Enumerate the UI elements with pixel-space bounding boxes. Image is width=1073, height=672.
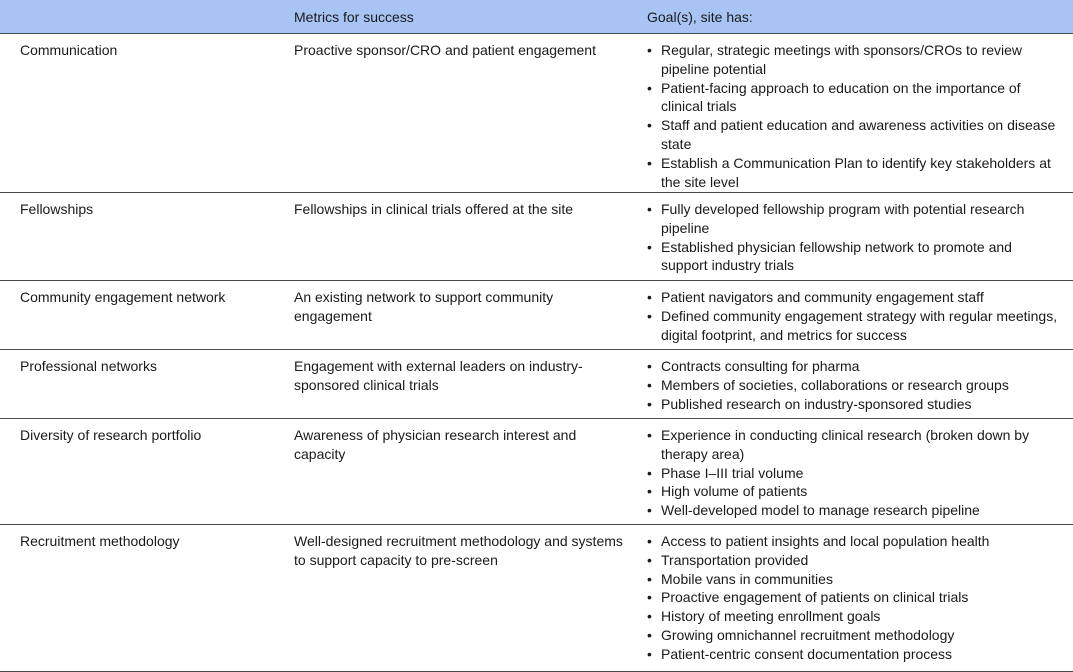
list-item: • Proactive engagement of patients on clinical trials — [647, 588, 1061, 607]
list-item: • Patient-facing approach to education on the importance of clinical trials — [647, 79, 1061, 117]
list-item: • Contracts consulting for pharma — [647, 357, 1061, 376]
row-category: Professional networks — [20, 358, 157, 374]
row-category: Communication — [20, 42, 118, 58]
list-item: • Mobile vans in communities — [647, 570, 1061, 589]
list-item: • Regular, strategic meetings with sponsors/CROs to review pipeline potential — [647, 41, 1061, 79]
row-metric: Proactive sponsor/CRO and patient engagement — [294, 42, 596, 58]
list-item: • Defined community engagement strategy with regular meetings, digital footprint, and metrics for success — [647, 307, 1061, 345]
list-item: • Members of societies, collaborations or research groups — [647, 376, 1061, 395]
row-metric: Well-designed recruitment methodology and systems to support capacity to pre-screen — [294, 533, 623, 568]
table-header — [0, 0, 1073, 34]
list-item: • Fully developed fellowship program with potential research pipeline — [647, 200, 1061, 238]
table-row — [0, 525, 1073, 672]
list-item: • Published research on industry-sponsored studies — [647, 395, 1061, 414]
row-metric: An existing network to support community engagement — [294, 289, 554, 324]
list-item: • Patient-centric consent documentation process — [647, 645, 1061, 664]
row-category: Recruitment methodology — [20, 533, 180, 549]
table-row — [0, 281, 1073, 350]
row-goals — [628, 525, 1073, 671]
goals-list — [647, 532, 1061, 664]
table-body — [0, 34, 1073, 672]
table-row — [0, 34, 1073, 193]
list-item: • Access to patient insights and local population health — [647, 532, 1061, 551]
row-goals — [628, 193, 1073, 280]
row-goals — [628, 34, 1073, 192]
list-item: • Transportation provided — [647, 551, 1061, 570]
row-goals — [628, 419, 1073, 524]
list-item: • History of meeting enrollment goals — [647, 607, 1061, 626]
row-category: Community engagement network — [20, 289, 226, 305]
row-goals — [628, 281, 1073, 349]
row-metric: Engagement with external leaders on industry-sponsored clinical trials — [294, 358, 583, 393]
list-item: • Phase I–III trial volume — [647, 464, 1061, 483]
list-item: • Patient navigators and community engagement staff — [647, 288, 1061, 307]
list-item: • High volume of patients — [647, 482, 1061, 501]
table-row — [0, 350, 1073, 419]
goals-list — [647, 200, 1061, 275]
header-col-metrics: Metrics for success — [294, 9, 414, 25]
goals-list — [647, 288, 1061, 344]
list-item: • Growing omnichannel recruitment methodology — [647, 626, 1061, 645]
list-item: • Experience in conducting clinical research (broken down by therapy area) — [647, 426, 1061, 464]
goals-list — [647, 426, 1061, 520]
row-goals — [628, 350, 1073, 418]
row-category: Fellowships — [20, 201, 94, 217]
list-item: • Established physician fellowship network to promote and support industry trials — [647, 238, 1061, 276]
header-col-category — [0, 0, 274, 33]
list-item: • Establish a Communication Plan to identify key stakeholders at the site level — [647, 154, 1061, 192]
row-category: Diversity of research portfolio — [20, 427, 202, 443]
goals-list — [647, 357, 1061, 413]
list-item: • Staff and patient education and awareness activities on disease state — [647, 116, 1061, 154]
row-metric: Awareness of physician research interest and capacity — [294, 427, 577, 462]
list-item: • Well-developed model to manage research pipeline — [647, 501, 1061, 520]
table-row — [0, 419, 1073, 525]
header-col-goals: Goal(s), site has: — [647, 9, 753, 25]
goals-list — [647, 41, 1061, 191]
row-metric: Fellowships in clinical trials offered at the site — [294, 201, 574, 217]
table-row — [0, 193, 1073, 281]
